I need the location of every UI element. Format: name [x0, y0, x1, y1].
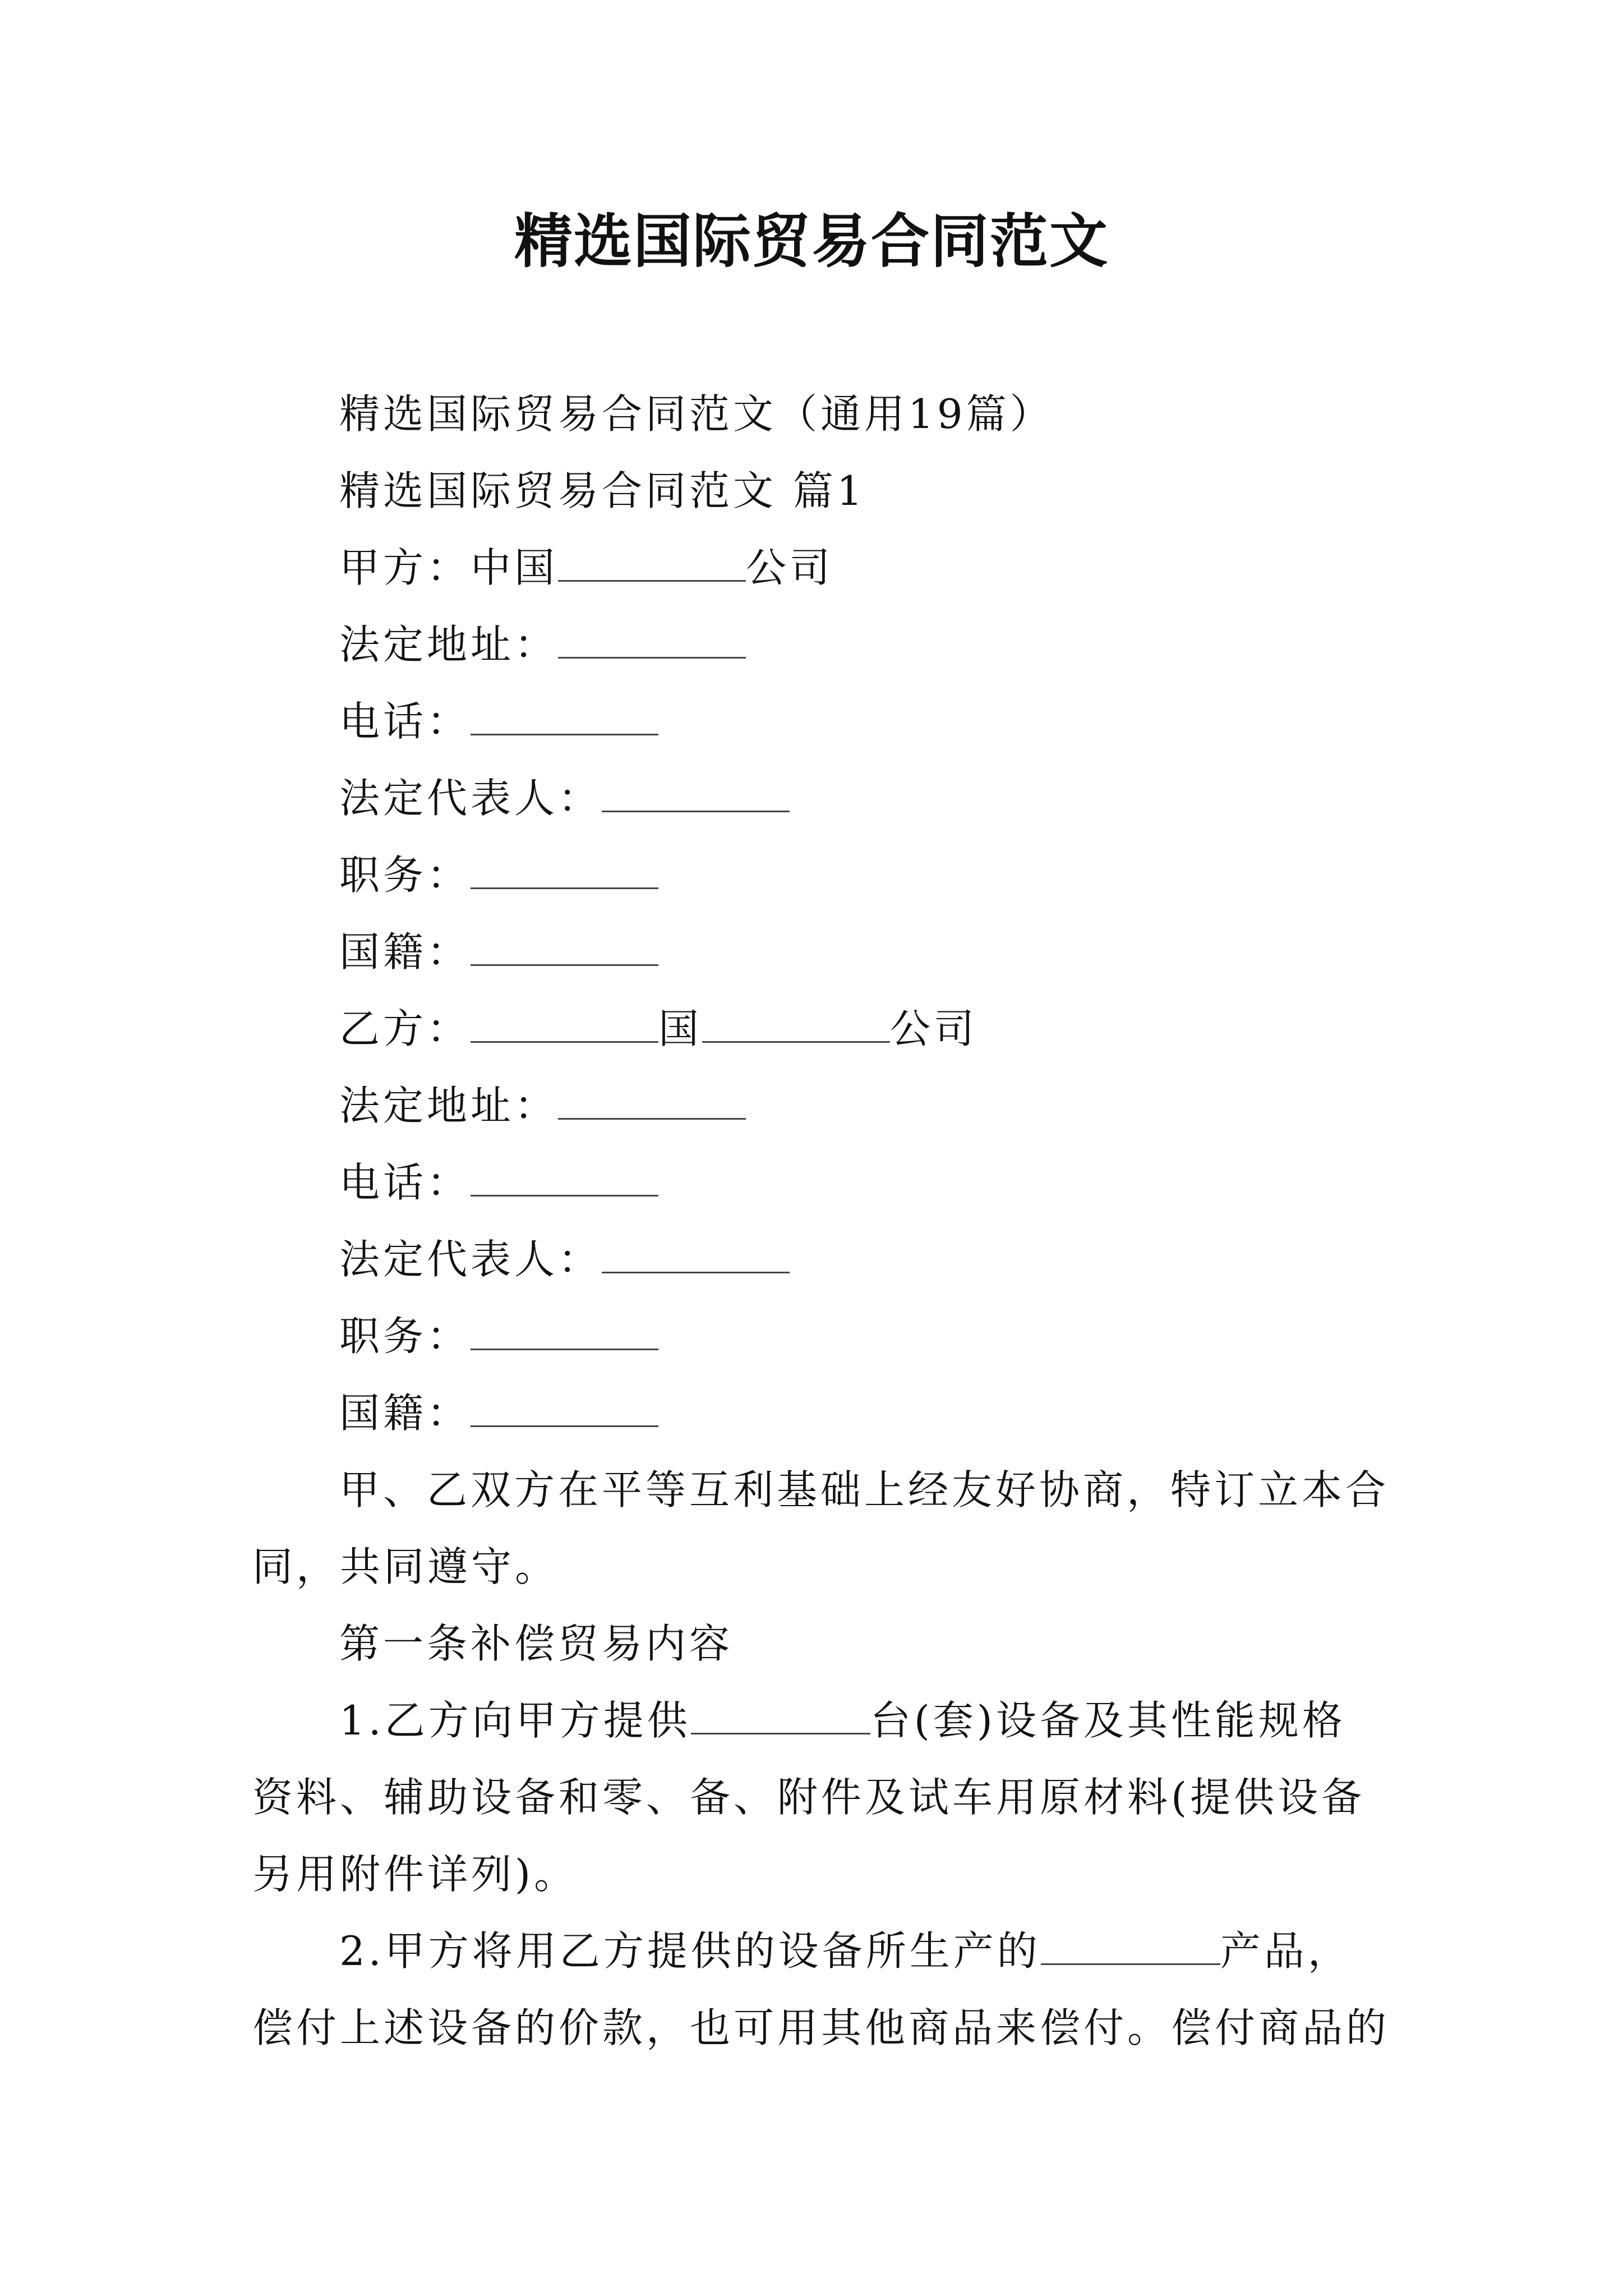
party-a-address-line [252, 606, 1388, 683]
party-a-position-line [252, 837, 1388, 914]
party-b-nationality-blank[interactable] [471, 1422, 658, 1427]
party-b-name-middle: 国 [658, 1005, 703, 1052]
party-b-name-prefix: 乙方： [339, 1005, 471, 1052]
party-b-name-blank[interactable] [702, 1038, 890, 1043]
party-a-phone-label: 电话： [339, 698, 471, 745]
party-b-address-label: 法定地址： [339, 1082, 559, 1129]
party-a-name-prefix: 甲方：中国 [339, 544, 559, 591]
party-b-name-line [252, 991, 1388, 1068]
intro-line-1: 甲、乙双方在平等互利基础上经友好协商，特订立本合 [339, 1466, 1390, 1513]
party-a-rep-blank[interactable] [602, 807, 790, 812]
party-b-country-blank[interactable] [471, 1038, 658, 1043]
clause-2-line-2: 偿付上述设备的价款，也可用其他商品来偿付。偿付商品的 [252, 2004, 1390, 2051]
party-a-position-blank[interactable] [471, 884, 658, 889]
party-a-rep-line [252, 760, 1388, 837]
party-a-nationality-blank[interactable] [471, 961, 658, 966]
party-a-address-label: 法定地址： [339, 621, 559, 668]
party-b-position-label: 职务： [339, 1313, 471, 1360]
party-b-address-blank[interactable] [558, 1115, 746, 1120]
clause-1-line-3: 另用附件详列)。 [252, 1851, 578, 1898]
party-a-address-blank[interactable] [558, 654, 746, 659]
subtitle: 精选国际贸易合同范文（通用19篇） [339, 390, 1054, 438]
party-a-position-label: 职务： [339, 852, 471, 899]
clause-1-line-2: 资料、辅助设备和零、备、附件及试车用原材料(提供设备 [252, 1774, 1366, 1821]
party-b-phone-blank[interactable] [471, 1191, 658, 1197]
clause-1-suffix: 台(套)设备及其性能规格 [870, 1697, 1346, 1744]
party-a-nationality-label: 国籍： [339, 928, 471, 976]
clause-2-suffix: 产品， [1220, 1927, 1352, 1975]
party-b-position-line [252, 1298, 1388, 1375]
party-b-name-suffix: 公司 [890, 1005, 978, 1052]
clause-1-prefix: 1.乙方向甲方提供 [339, 1697, 691, 1744]
party-a-rep-label: 法定代表人： [339, 775, 602, 822]
party-b-address-line [252, 1068, 1388, 1144]
party-a-phone-line [252, 683, 1388, 760]
party-a-name-suffix: 公司 [746, 544, 834, 591]
party-b-nationality-label: 国籍： [339, 1389, 471, 1437]
clause-2-prefix: 2.甲方将用乙方提供的设备所生产的 [339, 1927, 1041, 1975]
party-a-phone-blank[interactable] [471, 730, 658, 735]
party-b-rep-label: 法定代表人： [339, 1236, 602, 1283]
party-a-name-blank[interactable] [558, 577, 746, 582]
intro-line-2: 同，共同遵守。 [252, 1543, 559, 1590]
document-title: 精选国际贸易合同范文 [514, 206, 1109, 275]
document-body [252, 376, 1388, 2067]
party-b-phone-line [252, 1144, 1388, 1221]
party-b-nationality-line [252, 1375, 1388, 1452]
clause-1-line-1 [252, 1682, 1388, 1759]
party-a-nationality-line [252, 914, 1388, 991]
clause-1-quantity-blank[interactable] [691, 1729, 870, 1734]
section-heading: 精选国际贸易合同范文 篇1 [339, 467, 866, 514]
party-a-name-line [252, 530, 1388, 606]
party-b-phone-label: 电话： [339, 1159, 471, 1206]
party-b-position-blank[interactable] [471, 1345, 658, 1350]
article-1-heading: 第一条补偿贸易内容 [339, 1620, 734, 1667]
clause-2-product-blank[interactable] [1041, 1960, 1220, 1965]
clause-2-line-1 [252, 1913, 1388, 1990]
party-b-rep-blank[interactable] [602, 1268, 790, 1273]
party-b-rep-line [252, 1221, 1388, 1298]
